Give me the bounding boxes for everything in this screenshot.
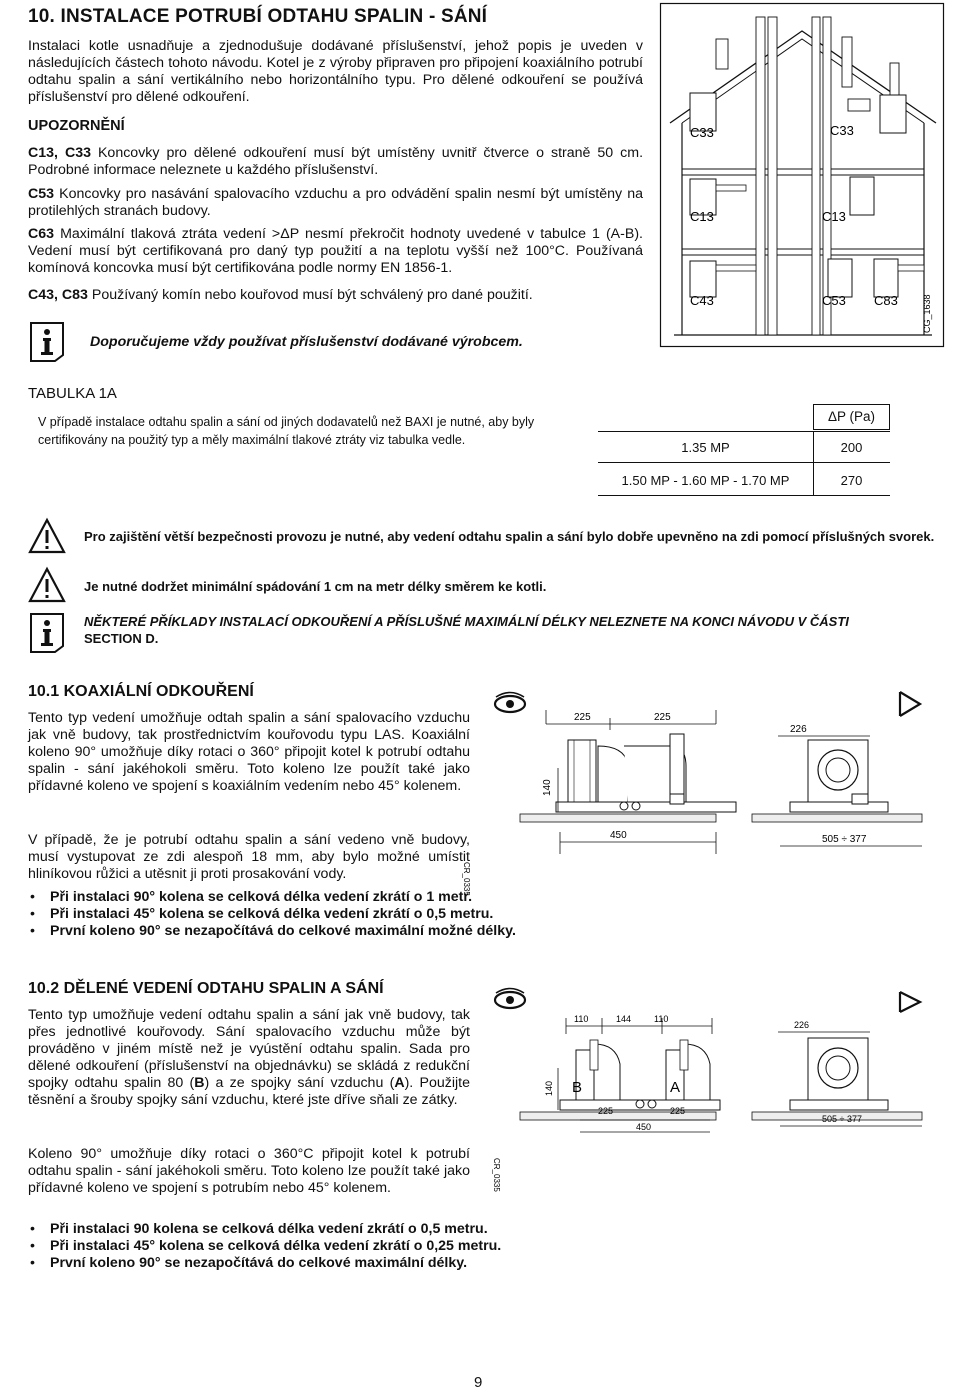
dim-label: 226 (794, 1020, 810, 1030)
dim-label: 225 (654, 712, 671, 723)
dp-row-model: 1.50 MP - 1.60 MP - 1.70 MP (621, 473, 790, 488)
code-label: C43, C83 (28, 287, 88, 303)
list-item: • Při instalaci 90 kolena se celková délka vedení zkrátí o 0,5 metru. (28, 1221, 628, 1238)
split-flue-diagram (490, 980, 942, 1190)
dim-label: 140 (542, 779, 553, 796)
section1-bullets (28, 889, 608, 940)
dim-label: 505 ÷ 377 (822, 1114, 862, 1124)
dp-row-model: 1.35 MP (681, 440, 730, 455)
letter-label: A (670, 1079, 681, 1096)
warning-text: Používaný komín nebo kouřovod musí být schválený pro dané použití. (87, 287, 533, 303)
dim-label: 110 (574, 1014, 589, 1024)
warning-c63 (28, 226, 643, 277)
list-item: • Při instalaci 90° kolena se celková délka vedení zkrátí o 1 metr. (28, 889, 480, 906)
dim-label: 144 (616, 1014, 632, 1024)
list-item: • Při instalaci 45° kolena se celková délka vedení zkrátí o 0,25 metru. (28, 1238, 628, 1255)
dim-label: 140 (544, 1080, 554, 1096)
dim-label: 450 (636, 1122, 652, 1132)
page-number: 9 (474, 1374, 483, 1391)
note-warn2: Je nutné dodržet minimální spádování 1 cm na metr délky směrem ke kotli. (84, 579, 547, 594)
diagram-code: CR_0335 (492, 1158, 501, 1192)
section1-title: 10.1 KOAXIÁLNÍ ODKOUŘENÍ (28, 683, 254, 700)
intro-paragraph: Instalaci kotle usnadňuje a zjednodušuje dodávané příslušenství, jehož popis je uveden v následujících částech tohoto návodu. Kotel je z výroby připraven pro připojení koaxiálního potrubí odtahu spalin a sání vertikálního nebo horizontálního typu. Pro dělené odkouření se používá příslušenství pro dělené odkouření. (28, 38, 643, 105)
warning-c43-c83 (28, 287, 643, 304)
list-item: • První koleno 90° se nezapočítává do celkové maximální délky. (28, 1255, 628, 1272)
dim-label: 225 (574, 712, 591, 723)
label-c53: C53 (822, 293, 846, 308)
label-c43: C43 (690, 293, 714, 308)
code-label: C63 (28, 226, 55, 242)
note-warn1: Pro zajištění větší bezpečnosti provozu je nutné, aby vedení odtahu spalin a sání bylo dobře upevněno na zdi pomocí příslušných svorek. (84, 529, 935, 544)
note-info-line2: SECTION D. (84, 631, 159, 646)
section2-para1 (28, 1007, 470, 1109)
label-c33-right: C33 (830, 123, 854, 138)
para-text: ). Použijte těsnění a šrouby spojky sání vzduchu, které jste dříve sňali ze zátky. (28, 1075, 470, 1108)
para-text: Tento typ umožňuje vedení odtahu spalin a sání jak vně budovy, tak přes jednotlivé kouřovody. Sání spalovacího vzduchu může být prováděno v jiném místě než je vyústění odtahu spalin. Sada pro dělené odkouření (příslušenství na objednávku) se skládá z redukční spojky odtahu spalin 80 ( (28, 1007, 470, 1091)
warning-title: UPOZORNĚNÍ (28, 118, 125, 134)
dp-table (598, 404, 890, 496)
page-heading: 10. INSTALACE POTRUBÍ ODTAHU SPALIN - SÁNÍ (28, 6, 488, 27)
dim-label: 225 (670, 1106, 686, 1116)
table1-text: V případě instalace odtahu spalin a sání od jiných dodavatelů než BAXI je nutné, aby byly certifikovány na použitý typ a měly maximální tlakové ztráty viz tabulka vedle. (38, 415, 535, 447)
label-c83: C83 (874, 293, 898, 308)
diagram-code: CG_1638 (922, 294, 932, 333)
para-text: ) a ze spojky sání vzduchu ( (204, 1075, 395, 1091)
section1-para2: V případě, že je potrubí odtahu spalin a sání vedeno vně budovy, musí vystupovat ze zdi alespoň 18 mm, aby bylo možné umístit hliníkovou růžici a utěsnit ji proti prosakování vody. (28, 832, 470, 882)
label-c13-left: C13 (690, 209, 714, 224)
warning-text: Maximální tlaková ztráta vedení >ΔP nesmí překročit hodnoty uvedené v tabulce 1 (A-B). Vedení musí být certifikovaná pro daný typ použití a na teplotu vyšší než 100°C. Používaná komínová koncovka musí být certifikována podle normy EN 1856-1. (28, 226, 643, 276)
info-icon (30, 322, 64, 362)
warning-icon (28, 518, 66, 554)
letter-label: B (572, 1079, 583, 1096)
label-c13-right: C13 (822, 209, 846, 224)
coaxial-diagram (462, 684, 942, 896)
recommend-text: Doporučujeme vždy používat příslušenství dodávané výrobcem. (90, 334, 523, 350)
eye-icon (495, 693, 525, 713)
dp-header-cell: ΔP (Pa) (813, 404, 890, 430)
warning-text: Koncovky pro nasávání spalovacího vzduchu a pro odvádění spalin nesmí být umístěny na protilehlých stranách budovy. (28, 186, 643, 219)
warning-text: Koncovky pro dělené odkouření musí být umístěny uvnitř čtverce o straně 50 cm. Podrobné informace neleznete u každého příslušenství. (28, 145, 644, 178)
section1-para1: Tento typ vedení umožňuje odtah spalin a sání spalovacího vzduchu jak vně budovy, tak prostřednictvím kouřovodu typu LAS. Koaxiální koleno 90° umožňuje díky rotaci o 360° připojit kotel k potrubí odtahu spalin - sání jakéhokoli směru. Toto koleno lze použít také jako přídavné koleno ve spojení s koaxiálním vedením nebo 45° kolenem. (28, 710, 470, 794)
dp-row-value: 200 (840, 440, 863, 455)
code-label: C53 (28, 186, 55, 202)
dp-row-value: 270 (840, 473, 863, 488)
dim-label: 505 ÷ 377 (822, 834, 867, 845)
eye-icon (495, 989, 525, 1009)
letter-b: B (194, 1075, 205, 1091)
dim-label: 110 (654, 1014, 669, 1024)
list-item: • První koleno 90° se nezapočítává do celkové maximální možné délky. (28, 923, 608, 940)
side-view-icon (900, 992, 920, 1012)
list-item: • Při instalaci 45° kolena se celková délka vedení zkrátí o 0,5 metru. (28, 906, 608, 923)
section2-para2: Koleno 90° umožňuje díky rotaci o 360°C připojit kotel k potrubí odtahu spalin - sání jakéhokoli směru. Toto koleno lze použít také jako přídavné koleno ve spojení s potrubím nebo 45° kolenem. (28, 1146, 470, 1196)
table1-title: TABULKA 1A (28, 385, 117, 402)
info-icon (30, 613, 64, 653)
section2-bullets (28, 1221, 628, 1272)
warning-c13-c33 (28, 145, 643, 179)
warning-icon (28, 567, 66, 603)
code-label: C13, C33 (28, 145, 91, 161)
letter-a: A (394, 1075, 405, 1091)
warning-c53 (28, 186, 643, 220)
note-info-line1: NĚKTERÉ PŘÍKLADY INSTALACÍ ODKOUŘENÍ A PŘÍSLUŠNÉ MAXIMÁLNÍ DÉLKY NELEZNETE NA KONCI NÁVODU V ČÁSTI (84, 614, 849, 629)
dim-label: 450 (610, 830, 627, 841)
dim-label: 225 (598, 1106, 614, 1116)
dim-label: 226 (790, 724, 807, 735)
diagram-code: CR_0335 (462, 862, 471, 896)
section2-title: 10.2 DĚLENÉ VEDENÍ ODTAHU SPALIN A SÁNÍ (28, 980, 384, 997)
side-view-icon (900, 692, 920, 716)
label-c33-left: C33 (690, 125, 714, 140)
building-diagram (660, 3, 944, 347)
